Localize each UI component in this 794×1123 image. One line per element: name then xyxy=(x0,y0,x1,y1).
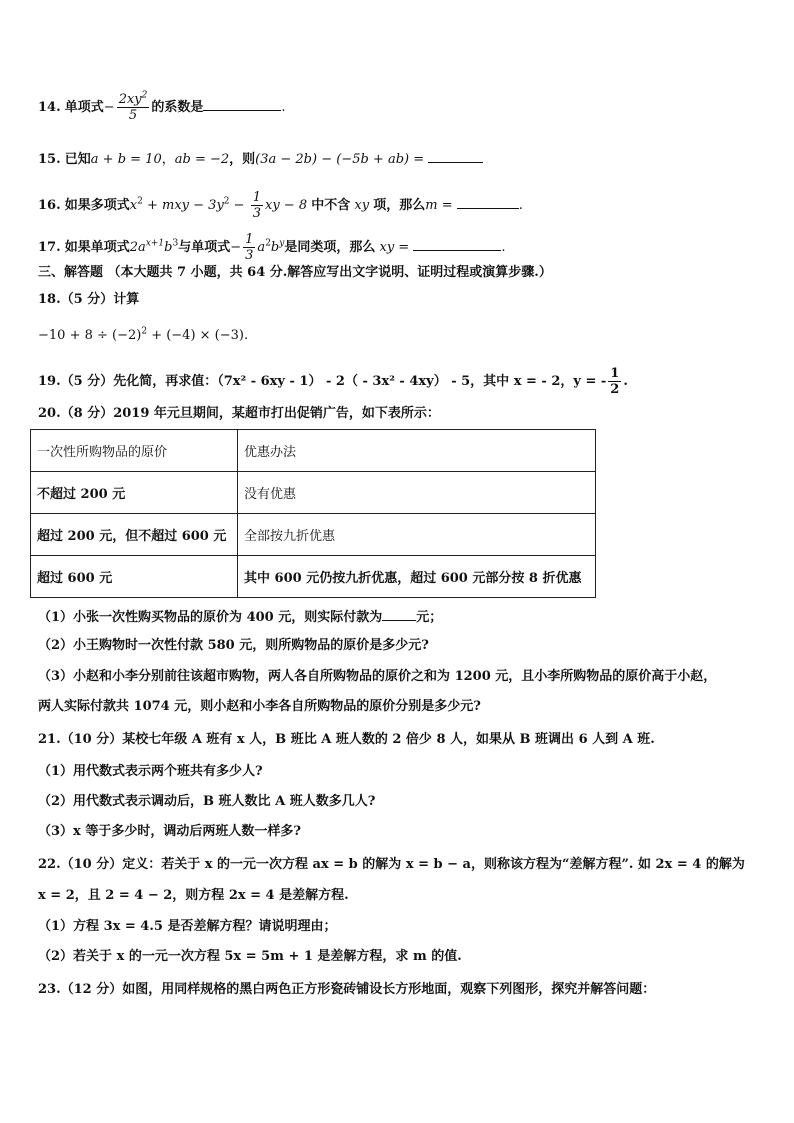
table-row: 超过 600 元 其中 600 元仍按九折优惠，超过 600 元部分按 8 折优惠 xyxy=(31,556,596,598)
fraction: $\frac{1}{2}$ xyxy=(610,366,620,397)
question-21-part3: （3）x 等于多少时，调动后两班人数一样多? xyxy=(38,824,301,839)
question-18-head: 18.（5 分）计算 xyxy=(38,292,140,307)
question-21-part2: （2）用代数式表示调动后，B 班人数比 A 班人数多几人? xyxy=(38,794,376,809)
question-15: 15. 已知a + b = 10，ab = −2，则(3a − 2b) − (−5b + ab) = xyxy=(38,148,764,170)
question-20-part1: （1）小张一次性购买物品的原价为 400 元，则实际付款为 元； xyxy=(38,606,764,628)
fraction: $\frac{1}{3}$ xyxy=(252,190,261,221)
table-row: 不超过 200 元 没有优惠 xyxy=(31,472,596,514)
table-row: 超过 200 元，但不超过 600 元 全部按九折优惠 xyxy=(31,514,596,556)
question-22-part2: （2）若关于 x 的一元一次方程 5x = 5m + 1 是差解方程，求 m 的值. xyxy=(38,949,462,964)
answer-blank[interactable] xyxy=(203,96,281,111)
question-23-head: 23.（12 分）如图，用同样规格的黑白两色正方形瓷砖铺设长方形地面，观察下列图形，探究并解答问题： xyxy=(38,982,656,997)
question-14: 14. 单项式− $\frac{2xy^2}{5}$ 的系数是 . xyxy=(38,90,286,123)
section-heading: 三、解答题 （本大题共 7 小题，共 64 分.解答应写出文字说明、证明过程或演算步骤.） xyxy=(38,265,552,280)
question-22-part1: （1）方程 3x = 4.5 是否差解方程？请说明理由； xyxy=(38,919,337,934)
answer-blank[interactable] xyxy=(457,194,519,209)
answer-blank[interactable] xyxy=(382,606,416,621)
question-17: 17. 如果单项式$2a^{x+1}b^3$与单项式− $\frac{1}{3}$ $a^2b^y$是同类项，那么 xy = . xyxy=(38,232,506,263)
question-22-line2: x = 2，且 2 = 4 − 2，则方程 2x = 4 是差解方程. xyxy=(38,888,349,903)
answer-blank[interactable] xyxy=(428,148,483,163)
question-20-part3: （3）小赵和小李分别前往该超市购物，两人各自所购物品的原价之和为 1200 元，且小李所购物品的原价高于小赵， xyxy=(38,669,717,684)
question-22-line1: 22.（10 分）定义：若关于 x 的一元一次方程 ax = b 的解为 x = b − a，则称该方程为“差解方程”. 如 2x = 4 的解为 xyxy=(38,857,745,872)
question-21-head: 21.（10 分）某校七年级 A 班有 x 人，B 班比 A 班人数的 2 倍少 8 人，如果从 B 班调出 6 人到 A 班. xyxy=(38,732,655,747)
table-row: 一次性所购物品的原价 优惠办法 xyxy=(31,430,596,472)
fraction: $\frac{1}{3}$ xyxy=(245,232,254,263)
question-18-expr: $-10 + 8 \div (-2)^2 + (-4) \times (-3)$. xyxy=(38,326,249,343)
answer-blank[interactable] xyxy=(413,236,501,251)
promotion-table xyxy=(30,429,596,598)
question-19: 19.（5 分）先化简，再求值：（7x² - 6xy - 1） - 2（ - 3x² - 4xy） - 5，其中 x = - 2，y = - $\frac{1}{2}$ . xyxy=(38,366,628,397)
question-20-part2: （2）小王购物时一次性付款 580 元，则所购物品的原价是多少元? xyxy=(38,638,429,653)
fraction: $\frac{2xy^2}{5}$ xyxy=(118,90,148,123)
question-16: 16. 如果多项式$x^2$ + mxy − $3y^2$ − $\frac{1}{3}$ xy − 8 中不含 xy 项，那么m = . xyxy=(38,190,523,221)
question-20-head: 20.（8 分）2019 年元旦期间，某超市打出促销广告，如下表所示： xyxy=(38,406,440,421)
question-21-part1: （1）用代数式表示两个班共有多少人? xyxy=(38,764,263,779)
question-20-part3-cont: 两人实际付款共 1074 元，则小赵和小李各自所购物品的原价分别是多少元? xyxy=(38,699,481,714)
